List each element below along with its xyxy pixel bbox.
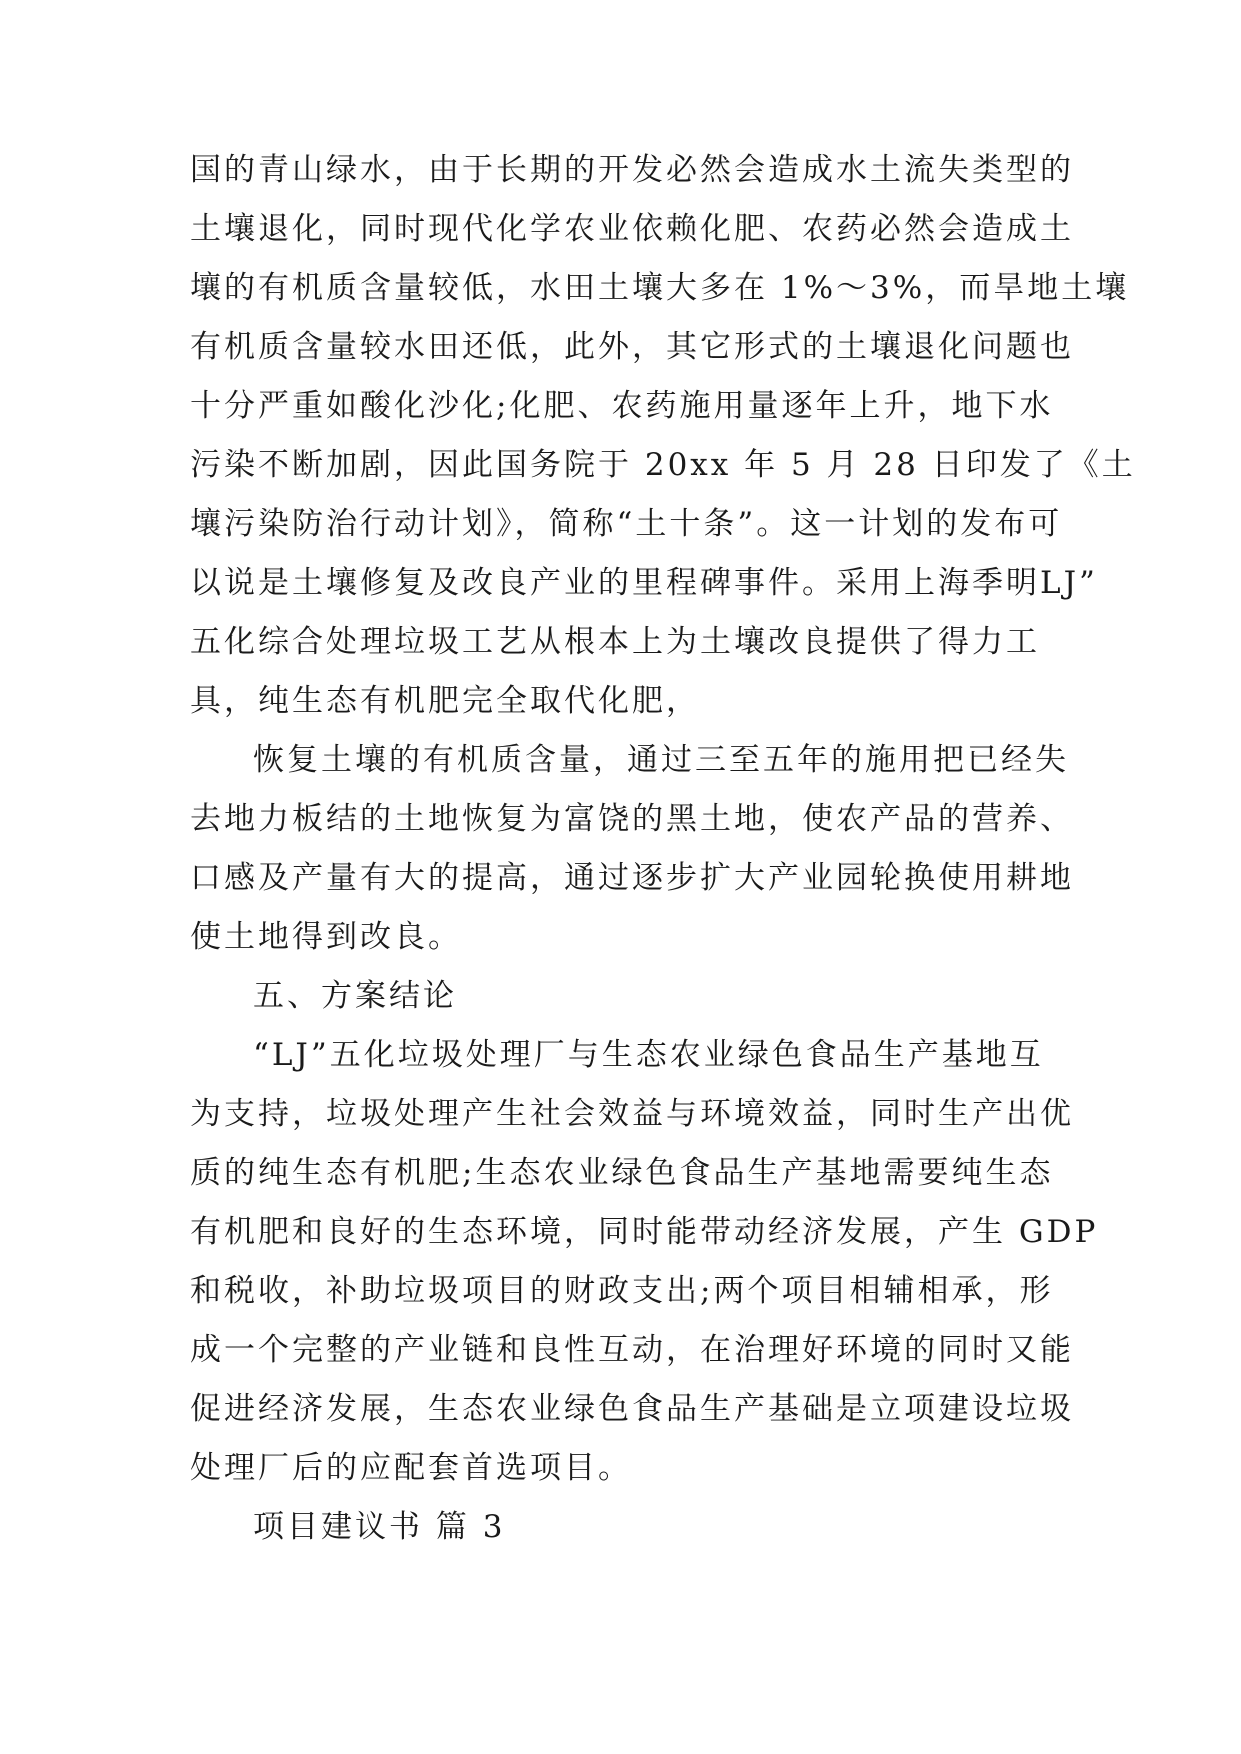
text-line: 十分严重如酸化沙化;化肥、农药施用量逐年上升，地下水 [190, 388, 1054, 424]
text-line: 去地力板结的土地恢复为富饶的黑土地，使农产品的营养、 [190, 801, 1074, 837]
text-line: 和税收，补助垃圾项目的财政支出;两个项目相辅相承，形 [190, 1273, 1054, 1309]
text-line: 促进经济发展，生态农业绿色食品生产基础是立项建设垃圾 [190, 1391, 1074, 1427]
text-line: 土壤退化，同时现代化学农业依赖化肥、农药必然会造成土 [190, 211, 1074, 247]
section-title: 项目建议书 篇 3 [253, 1509, 506, 1545]
text-line: 质的纯生态有机肥;生态农业绿色食品生产基地需要纯生态 [190, 1155, 1054, 1191]
text-line: 具，纯生态有机肥完全取代化肥， [190, 683, 700, 719]
section-heading: 五、方案结论 [253, 978, 457, 1014]
text-line: 为支持，垃圾处理产生社会效益与环境效益，同时生产出优 [190, 1096, 1074, 1132]
text-line: 使土地得到改良。 [190, 919, 462, 955]
text-line: 国的青山绿水，由于长期的开发必然会造成水土流失类型的 [190, 152, 1074, 188]
text-line: 有机质含量较水田还低，此外，其它形式的土壤退化问题也 [190, 329, 1074, 365]
text-line: 口感及产量有大的提高，通过逐步扩大产业园轮换使用耕地 [190, 860, 1074, 896]
text-line: 壤的有机质含量较低，水田土壤大多在 1%～3%，而旱地土壤 [190, 270, 1130, 306]
text-line: 处理厂后的应配套首选项目。 [190, 1450, 632, 1486]
text-line: 成一个完整的产业链和良性互动，在治理好环境的同时又能 [190, 1332, 1074, 1368]
text-line: 恢复土壤的有机质含量，通过三至五年的施用把已经失 [253, 742, 1069, 778]
text-line: 以说是土壤修复及改良产业的里程碑事件。采用上海季明LJ” [190, 565, 1098, 601]
text-line: 污染不断加剧，因此国务院于 20xx 年 5 月 28 日印发了《土 [190, 447, 1136, 483]
text-line: “LJ”五化垃圾处理厂与生态农业绿色食品生产基地互 [253, 1037, 1044, 1073]
text-line: 有机肥和良好的生态环境，同时能带动经济发展，产生 GDP [190, 1214, 1099, 1250]
text-line: 五化综合处理垃圾工艺从根本上为土壤改良提供了得力工 [190, 624, 1040, 660]
text-line: 壤污染防治行动计划》，简称“土十条”。这一计划的发布可 [190, 506, 1063, 542]
